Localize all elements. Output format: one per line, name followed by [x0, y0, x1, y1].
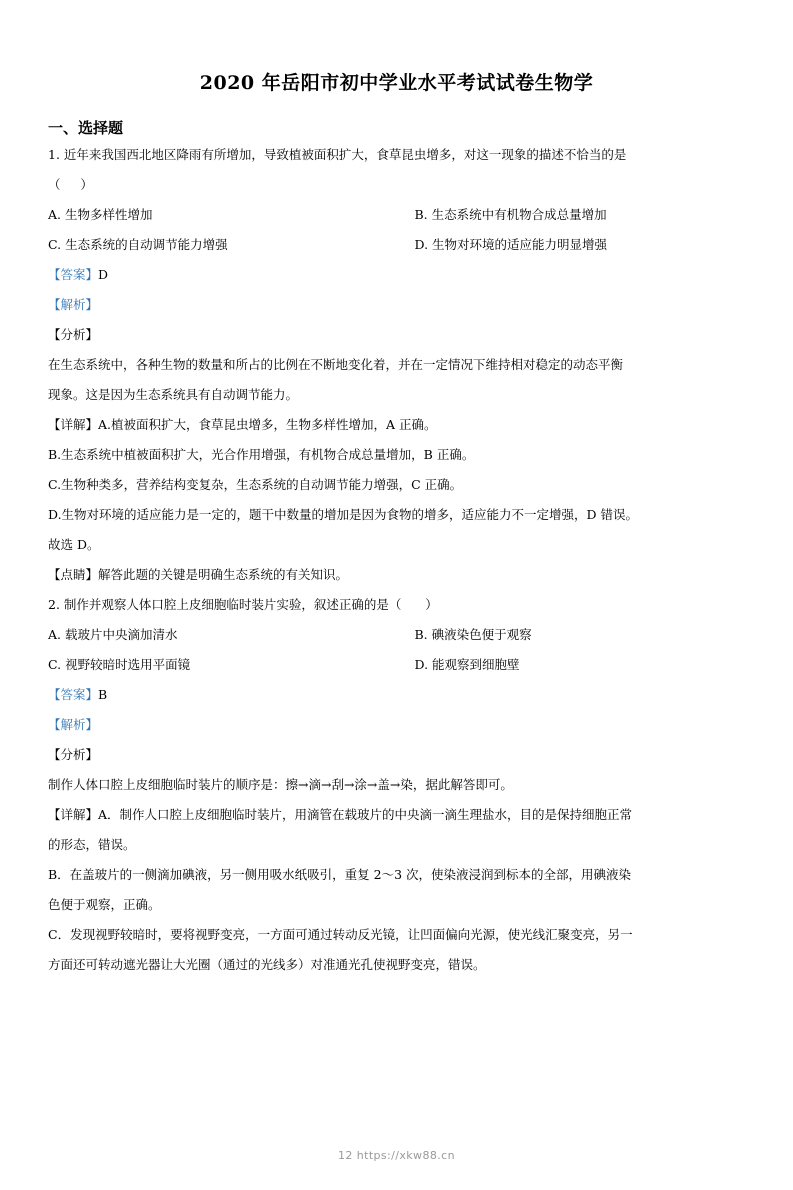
question-1-analysis-p3: 【详解】A.植被面积扩大，食草昆虫增多，生物多样性增加，A 正确。: [48, 417, 437, 432]
answer-label: 【答案】: [48, 267, 99, 282]
question-2-analysis-p2: 【详解】A．制作人口腔上皮细胞临时装片，用滴管在载玻片的中央滴一滴生理盐水，目的是保持细胞正常: [48, 807, 633, 822]
question-2-answer: [48, 680, 745, 710]
question-1-analysis-p6: D.生物对环境的适应能力是一定的，题干中数量的增加是因为食物的增多，适应能力不一定增强，D 错误。: [48, 507, 639, 522]
document-page: [0, 68, 793, 1190]
question-2-analysis-p7: 方面还可转动遮光器让大光圈（通过的光线多）对准通光孔使视野变亮，错误。: [48, 957, 486, 972]
question-2-fenxi-label: 【分析】: [48, 747, 99, 762]
question-2-option-b: B. 碘液染色便于观察: [414, 627, 532, 642]
question-1-options-row1: [48, 200, 745, 230]
question-1-analysis-p5: C.生物种类多，营养结构变复杂，生态系统的自动调节能力增强，C 正确。: [48, 477, 463, 492]
answer-value: D: [98, 267, 109, 282]
question-2-analysis-p1: 制作人体口腔上皮细胞临时装片的顺序是：擦→滴→刮→涂→盖→染，据此解答即可。: [48, 777, 513, 792]
question-1-analysis-p2: 现象。这是因为生态系统具有自动调节能力。: [48, 387, 299, 402]
question-2-analysis-label: 【解析】: [48, 717, 99, 732]
question-1-option-a: A. 生物多样性增加: [48, 207, 153, 222]
question-1-stem-line2: （ ）: [48, 177, 93, 192]
question-2-stem: 2. 制作并观察人体口腔上皮细胞临时装片实验，叙述正确的是（ ）: [48, 597, 438, 612]
question-2-option-c: C. 视野较暗时选用平面镜: [48, 657, 191, 672]
question-1-analysis-p1: 在生态系统中，各种生物的数量和所占的比例在不断地变化着，并在一定情况下维持相对稳定的动态平衡: [48, 357, 624, 372]
page-number: 12: [338, 1149, 353, 1162]
question-2-option-a: A. 载玻片中央滴加清水: [48, 627, 178, 642]
question-1-answer: [48, 260, 745, 290]
question-2-option-d: D. 能观察到细胞壁: [414, 657, 520, 672]
answer-value: B: [98, 687, 108, 702]
page-footer: [0, 1149, 793, 1162]
question-2-options-row1: [48, 620, 745, 650]
question-1-analysis-p8: 【点睛】解答此题的关键是明确生态系统的有关知识。: [48, 567, 349, 582]
question-1-stem-line1: 1. 近年来我国西北地区降雨有所增加，导致植被面积扩大，食草昆虫增多，对这一现象的描述不恰当的是: [48, 147, 627, 162]
section-heading: 一、选择题: [48, 119, 124, 137]
question-2-analysis-p3: 的形态，错误。: [48, 837, 136, 852]
question-1-options-row2: [48, 230, 745, 260]
question-2-analysis-p6: C．发现视野较暗时，要将视野变亮，一方面可通过转动反光镜，让凹面偏向光源，使光线汇聚变亮，另一: [48, 927, 633, 942]
question-1-analysis-label: 【解析】: [48, 297, 99, 312]
answer-label: 【答案】: [48, 687, 99, 702]
question-2-analysis-p5: 色便于观察，正确。: [48, 897, 161, 912]
page-title: 2020 年岳阳市初中学业水平考试试卷生物学: [199, 72, 594, 94]
question-1-analysis-p7: 故选 D。: [48, 537, 100, 552]
question-1-option-d: D. 生物对环境的适应能力明显增强: [414, 237, 608, 252]
question-2-analysis-p4: B．在盖玻片的一侧滴加碘液，另一侧用吸水纸吸引，重复 2～3 次，使染液浸润到标本的全部，用碘液染: [48, 867, 632, 882]
question-1-analysis-p4: B.生态系统中植被面积扩大，光合作用增强，有机物合成总量增加，B 正确。: [48, 447, 475, 462]
question-1-fenxi-label: 【分析】: [48, 327, 99, 342]
question-1-option-c: C. 生态系统的自动调节能力增强: [48, 237, 228, 252]
question-2-options-row2: [48, 650, 745, 680]
question-1-option-b: B. 生态系统中有机物合成总量增加: [414, 207, 607, 222]
watermark-text: https://xkw88.cn: [356, 1149, 455, 1162]
